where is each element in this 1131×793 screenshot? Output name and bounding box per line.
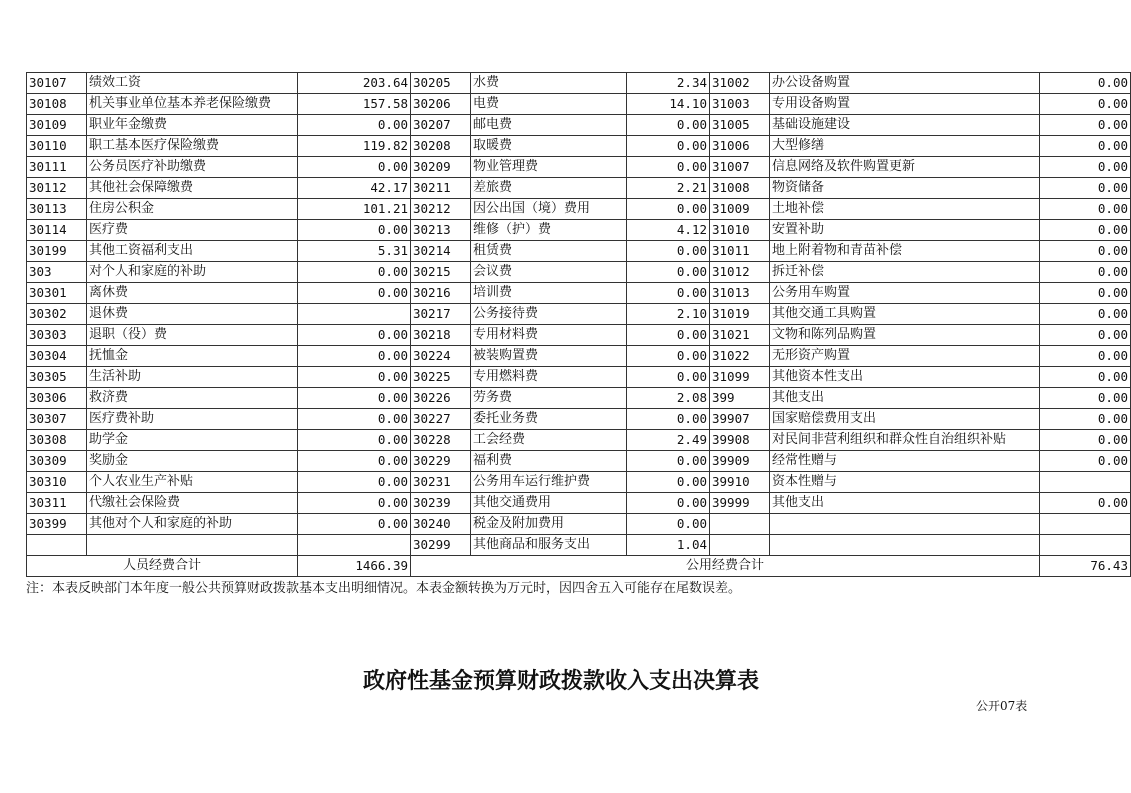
table-row [27, 262, 1131, 283]
cell-code: 31019 [710, 304, 770, 325]
cell-name: 医疗费 [87, 220, 298, 241]
cell-code: 30307 [27, 409, 87, 430]
cell-name: 无形资产购置 [770, 346, 1040, 367]
cell-code: 30228 [411, 430, 471, 451]
cell-code: 30216 [411, 283, 471, 304]
table-row [27, 409, 1131, 430]
cell-name: 对个人和家庭的补助 [87, 262, 298, 283]
cell-code: 30227 [411, 409, 471, 430]
cell-amount: 0.00 [1040, 220, 1131, 241]
cell-code: 30213 [411, 220, 471, 241]
cell-name: 对民间非营利组织和群众性自治组织补贴 [770, 430, 1040, 451]
cell-amount [298, 304, 411, 325]
cell-code: 30310 [27, 472, 87, 493]
cell-code: 399 [710, 388, 770, 409]
cell-amount: 0.00 [298, 388, 411, 409]
cell-code: 30303 [27, 325, 87, 346]
cell-amount: 0.00 [627, 283, 710, 304]
cell-name: 退休费 [87, 304, 298, 325]
cell-name: 代缴社会保险费 [87, 493, 298, 514]
table-row [27, 451, 1131, 472]
table-row [27, 115, 1131, 136]
cell-amount: 0.00 [1040, 325, 1131, 346]
cell-amount: 2.49 [627, 430, 710, 451]
table-row [27, 535, 1131, 556]
cell-amount: 0.00 [298, 283, 411, 304]
cell-code: 30305 [27, 367, 87, 388]
cell-name: 公务用车运行维护费 [471, 472, 627, 493]
cell-code: 39908 [710, 430, 770, 451]
cell-name: 取暖费 [471, 136, 627, 157]
cell-amount: 0.00 [298, 220, 411, 241]
table-row [27, 241, 1131, 262]
cell-amount: 0.00 [298, 325, 411, 346]
cell-name: 因公出国（境）费用 [471, 199, 627, 220]
cell-code: 30306 [27, 388, 87, 409]
cell-amount [1040, 514, 1131, 535]
table-row [27, 73, 1131, 94]
cell-code: 30109 [27, 115, 87, 136]
cell-code: 31005 [710, 115, 770, 136]
cell-code: 30113 [27, 199, 87, 220]
cell-name: 邮电费 [471, 115, 627, 136]
cell-name: 水费 [471, 73, 627, 94]
cell-amount: 0.00 [298, 493, 411, 514]
cell-amount: 0.00 [1040, 199, 1131, 220]
cell-code: 30308 [27, 430, 87, 451]
table-row [27, 157, 1131, 178]
cell-code: 31011 [710, 241, 770, 262]
cell-code: 30114 [27, 220, 87, 241]
cell-amount: 0.00 [627, 346, 710, 367]
cell-amount: 4.12 [627, 220, 710, 241]
cell-amount: 0.00 [298, 346, 411, 367]
cell-name: 委托业务费 [471, 409, 627, 430]
cell-name: 维修（护）费 [471, 220, 627, 241]
cell-amount: 157.58 [298, 94, 411, 115]
cell-code: 30229 [411, 451, 471, 472]
cell-name: 专用燃料费 [471, 367, 627, 388]
cell-amount: 0.00 [627, 493, 710, 514]
totals-row [27, 556, 1131, 577]
cell-amount: 0.00 [1040, 367, 1131, 388]
cell-name: 退职（役）费 [87, 325, 298, 346]
cell-amount: 2.10 [627, 304, 710, 325]
cell-amount: 0.00 [1040, 493, 1131, 514]
cell-amount: 0.00 [1040, 241, 1131, 262]
cell-amount: 2.34 [627, 73, 710, 94]
cell-amount: 0.00 [298, 115, 411, 136]
next-table-id: 公开07表 [976, 699, 1028, 713]
cell-amount: 0.00 [627, 262, 710, 283]
cell-code: 39910 [710, 472, 770, 493]
cell-code: 30205 [411, 73, 471, 94]
cell-name [87, 535, 298, 556]
cell-code: 30208 [411, 136, 471, 157]
cell-code: 31008 [710, 178, 770, 199]
cell-code [27, 535, 87, 556]
cell-amount: 0.00 [1040, 409, 1131, 430]
cell-name: 福利费 [471, 451, 627, 472]
cell-code: 31002 [710, 73, 770, 94]
cell-name: 离休费 [87, 283, 298, 304]
cell-name: 经常性赠与 [770, 451, 1040, 472]
cell-amount: 0.00 [298, 157, 411, 178]
cell-amount: 0.00 [298, 451, 411, 472]
cell-amount [298, 535, 411, 556]
cell-code: 31010 [710, 220, 770, 241]
cell-code: 31022 [710, 346, 770, 367]
table-row [27, 388, 1131, 409]
cell-amount: 0.00 [627, 472, 710, 493]
cell-name: 资本性赠与 [770, 472, 1040, 493]
table-row [27, 472, 1131, 493]
table-row [27, 283, 1131, 304]
cell-name: 租赁费 [471, 241, 627, 262]
cell-code: 31099 [710, 367, 770, 388]
cell-code: 30107 [27, 73, 87, 94]
cell-code [710, 514, 770, 535]
cell-amount: 0.00 [627, 157, 710, 178]
cell-name: 住房公积金 [87, 199, 298, 220]
cell-name: 职业年金缴费 [87, 115, 298, 136]
cell-amount: 0.00 [298, 430, 411, 451]
cell-amount: 0.00 [627, 451, 710, 472]
cell-name: 抚恤金 [87, 346, 298, 367]
cell-amount: 101.21 [298, 199, 411, 220]
cell-amount: 0.00 [298, 472, 411, 493]
cell-name: 差旅费 [471, 178, 627, 199]
personnel-total-value: 1466.39 [298, 556, 411, 577]
cell-name: 生活补助 [87, 367, 298, 388]
cell-amount: 0.00 [1040, 262, 1131, 283]
cell-code: 303 [27, 262, 87, 283]
cell-name: 其他商品和服务支出 [471, 535, 627, 556]
cell-amount: 2.08 [627, 388, 710, 409]
next-section-title: 政府性基金预算财政拨款收入支出决算表 [362, 669, 759, 694]
cell-name: 被装购置费 [471, 346, 627, 367]
cell-amount: 0.00 [1040, 178, 1131, 199]
cell-code: 30110 [27, 136, 87, 157]
cell-code: 31021 [710, 325, 770, 346]
cell-amount: 42.17 [298, 178, 411, 199]
cell-name: 工会经费 [471, 430, 627, 451]
cell-amount: 0.00 [1040, 451, 1131, 472]
cell-name: 大型修缮 [770, 136, 1040, 157]
cell-name: 文物和陈列品购置 [770, 325, 1040, 346]
cell-code: 30199 [27, 241, 87, 262]
cell-code: 30301 [27, 283, 87, 304]
cell-amount: 0.00 [627, 136, 710, 157]
cell-amount: 119.82 [298, 136, 411, 157]
cell-name: 救济费 [87, 388, 298, 409]
cell-amount: 0.00 [627, 199, 710, 220]
cell-code: 30311 [27, 493, 87, 514]
cell-amount: 0.00 [627, 241, 710, 262]
table-row [27, 346, 1131, 367]
cell-name: 公务用车购置 [770, 283, 1040, 304]
cell-name: 公务接待费 [471, 304, 627, 325]
cell-amount: 0.00 [298, 514, 411, 535]
cell-name: 机关事业单位基本养老保险缴费 [87, 94, 298, 115]
cell-amount: 0.00 [1040, 346, 1131, 367]
cell-code: 30112 [27, 178, 87, 199]
table-row [27, 430, 1131, 451]
cell-amount: 0.00 [1040, 73, 1131, 94]
cell-name: 其他支出 [770, 388, 1040, 409]
cell-code: 30211 [411, 178, 471, 199]
cell-code: 30111 [27, 157, 87, 178]
cell-code: 31003 [710, 94, 770, 115]
table-row [27, 94, 1131, 115]
cell-amount: 14.10 [627, 94, 710, 115]
cell-amount: 0.00 [1040, 115, 1131, 136]
cell-name: 其他对个人和家庭的补助 [87, 514, 298, 535]
cell-code: 30231 [411, 472, 471, 493]
cell-code: 30299 [411, 535, 471, 556]
cell-code: 30224 [411, 346, 471, 367]
cell-code: 31007 [710, 157, 770, 178]
cell-amount: 0.00 [1040, 94, 1131, 115]
cell-amount: 0.00 [627, 367, 710, 388]
cell-name: 奖励金 [87, 451, 298, 472]
cell-name: 公务员医疗补助缴费 [87, 157, 298, 178]
expenditure-detail-table [26, 72, 1131, 577]
table-row [27, 220, 1131, 241]
cell-code [710, 535, 770, 556]
table-row [27, 325, 1131, 346]
cell-code: 30217 [411, 304, 471, 325]
cell-code: 30309 [27, 451, 87, 472]
cell-code: 39907 [710, 409, 770, 430]
cell-amount: 0.00 [627, 325, 710, 346]
cell-name: 其他交通工具购置 [770, 304, 1040, 325]
cell-amount: 0.00 [1040, 157, 1131, 178]
cell-code: 30225 [411, 367, 471, 388]
cell-amount: 5.31 [298, 241, 411, 262]
cell-code: 30214 [411, 241, 471, 262]
cell-code: 30212 [411, 199, 471, 220]
cell-code: 30239 [411, 493, 471, 514]
cell-code: 30399 [27, 514, 87, 535]
cell-name: 其他工资福利支出 [87, 241, 298, 262]
personnel-total-label: 人员经费合计 [27, 556, 298, 577]
cell-code: 30302 [27, 304, 87, 325]
cell-name: 个人农业生产补贴 [87, 472, 298, 493]
cell-amount: 0.00 [1040, 304, 1131, 325]
cell-code: 31006 [710, 136, 770, 157]
cell-amount: 0.00 [627, 514, 710, 535]
cell-amount: 0.00 [627, 115, 710, 136]
cell-amount [1040, 535, 1131, 556]
cell-amount: 2.21 [627, 178, 710, 199]
table-row [27, 199, 1131, 220]
cell-name: 信息网络及软件购置更新 [770, 157, 1040, 178]
cell-code: 30240 [411, 514, 471, 535]
cell-name: 基础设施建设 [770, 115, 1040, 136]
table-row [27, 514, 1131, 535]
cell-name: 国家赔偿费用支出 [770, 409, 1040, 430]
cell-name [770, 514, 1040, 535]
cell-name: 办公设备购置 [770, 73, 1040, 94]
cell-amount: 1.04 [627, 535, 710, 556]
cell-code: 30304 [27, 346, 87, 367]
cell-amount: 0.00 [298, 367, 411, 388]
cell-name: 劳务费 [471, 388, 627, 409]
cell-code: 30209 [411, 157, 471, 178]
table-row [27, 178, 1131, 199]
cell-name: 物业管理费 [471, 157, 627, 178]
cell-name: 会议费 [471, 262, 627, 283]
cell-code: 30206 [411, 94, 471, 115]
cell-code: 39909 [710, 451, 770, 472]
cell-amount: 0.00 [1040, 430, 1131, 451]
cell-name: 其他交通费用 [471, 493, 627, 514]
cell-amount [1040, 472, 1131, 493]
cell-name [770, 535, 1040, 556]
cell-name: 税金及附加费用 [471, 514, 627, 535]
table-row [27, 304, 1131, 325]
cell-amount: 0.00 [1040, 136, 1131, 157]
cell-amount: 0.00 [627, 409, 710, 430]
cell-name: 其他社会保障缴费 [87, 178, 298, 199]
cell-code: 31013 [710, 283, 770, 304]
cell-name: 土地补偿 [770, 199, 1040, 220]
cell-code: 30207 [411, 115, 471, 136]
cell-code: 31009 [710, 199, 770, 220]
cell-amount: 0.00 [1040, 283, 1131, 304]
public-total-label: 公用经费合计 [411, 556, 1040, 577]
cell-name: 其他支出 [770, 493, 1040, 514]
cell-amount: 0.00 [1040, 388, 1131, 409]
cell-name: 拆迁补偿 [770, 262, 1040, 283]
cell-amount: 0.00 [298, 262, 411, 283]
cell-code: 31012 [710, 262, 770, 283]
cell-name: 助学金 [87, 430, 298, 451]
cell-amount: 0.00 [298, 409, 411, 430]
cell-name: 职工基本医疗保险缴费 [87, 136, 298, 157]
cell-name: 地上附着物和青苗补偿 [770, 241, 1040, 262]
cell-code: 30108 [27, 94, 87, 115]
cell-name: 专用材料费 [471, 325, 627, 346]
cell-name: 电费 [471, 94, 627, 115]
cell-name: 培训费 [471, 283, 627, 304]
cell-amount: 203.64 [298, 73, 411, 94]
cell-name: 安置补助 [770, 220, 1040, 241]
table-row [27, 367, 1131, 388]
table-row [27, 493, 1131, 514]
cell-name: 医疗费补助 [87, 409, 298, 430]
cell-name: 绩效工资 [87, 73, 298, 94]
cell-name: 物资储备 [770, 178, 1040, 199]
table-body [27, 73, 1131, 556]
cell-code: 30226 [411, 388, 471, 409]
table-row [27, 136, 1131, 157]
table-footnote: 注：本表反映部门本年度一般公共预算财政拨款基本支出明细情况。本表金额转换为万元时，因四舍五入可能存在尾数误差。 [26, 581, 742, 596]
cell-code: 30218 [411, 325, 471, 346]
cell-code: 39999 [710, 493, 770, 514]
cell-code: 30215 [411, 262, 471, 283]
public-total-value: 76.43 [1040, 556, 1131, 577]
cell-name: 专用设备购置 [770, 94, 1040, 115]
cell-name: 其他资本性支出 [770, 367, 1040, 388]
